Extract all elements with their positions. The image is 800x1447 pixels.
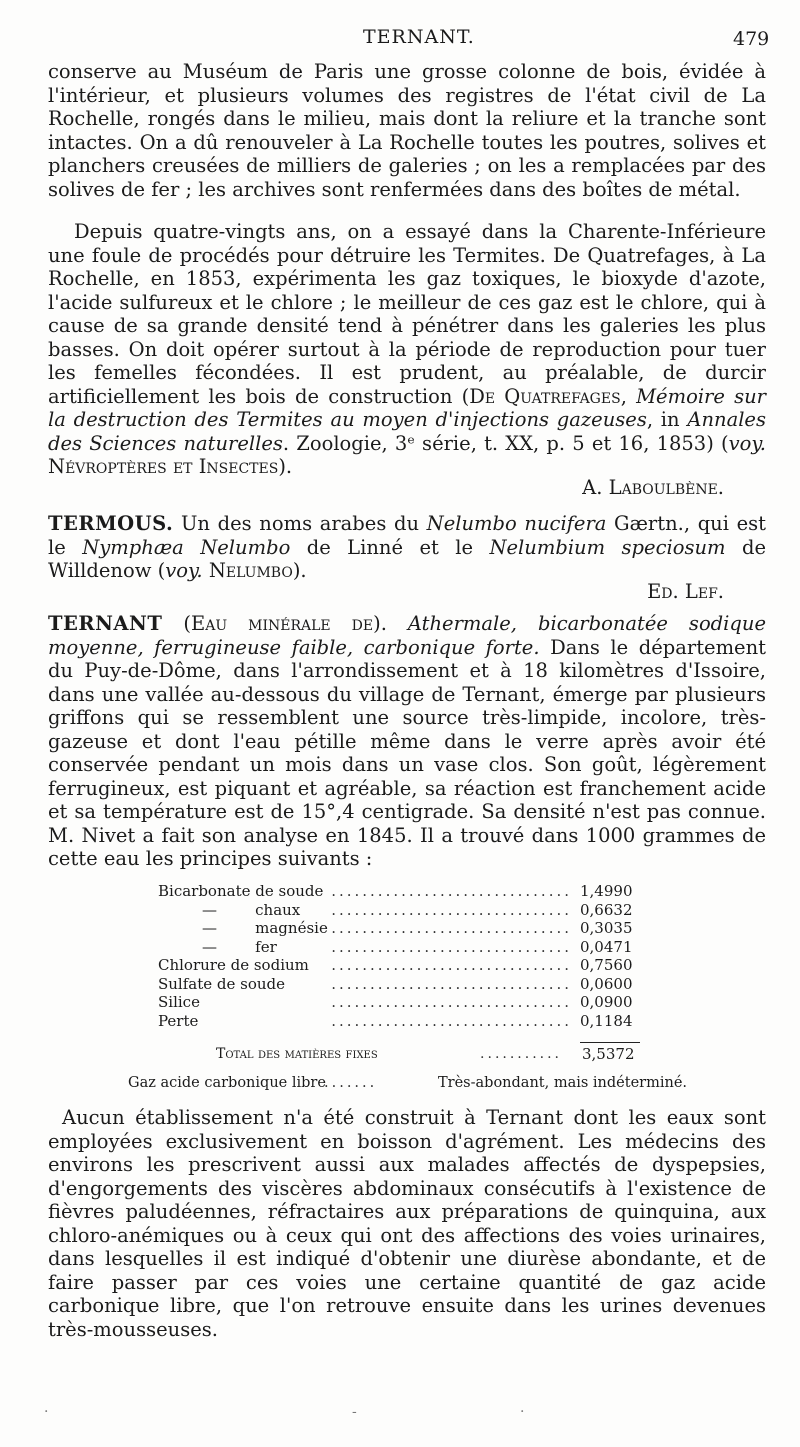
row-label: Sulfate de soude bbox=[158, 974, 286, 993]
reference-details: . Zoologie, 3ᵉ série, t. XX, p. 5 et 16, 1853) ( bbox=[282, 431, 729, 455]
row-value: 0,1184 bbox=[580, 1011, 633, 1030]
row-label: Chlorure de sodium bbox=[158, 956, 309, 974]
row-value: 0,0471 bbox=[580, 937, 633, 956]
gas-label: Gaz acide carbonique libre bbox=[128, 1075, 326, 1091]
row-value: 0,3035 bbox=[580, 919, 633, 937]
total-value: 3,5372 bbox=[582, 1045, 635, 1063]
dot-leader: ............................... bbox=[331, 900, 572, 919]
paragraph-end: ). bbox=[278, 455, 293, 478]
see-also-entry: Nelumbo bbox=[208, 559, 293, 582]
scan-speck: · bbox=[520, 1404, 525, 1420]
row-label: Perte bbox=[158, 1011, 199, 1030]
see-also-voy: voy. bbox=[728, 431, 766, 455]
table-row bbox=[158, 919, 648, 938]
reference-in: , in bbox=[646, 408, 688, 431]
row-label: — magnésie bbox=[202, 919, 328, 937]
row-label: — chaux bbox=[202, 900, 301, 919]
running-title: TERNANT. bbox=[363, 26, 475, 48]
table-row bbox=[158, 938, 648, 957]
row-value: 0,6632 bbox=[580, 900, 633, 919]
paragraph-usage: Aucun établissement n'a été construit à Ternant dont les eaux sont employées exclusivement en boisson d'agrément. Les médecins des environs les prescrivent aussi aux malades affectés de dyspepsies, d'engorgements des viscères abdominaux consécutifs à l'existence de fièvres paludéennes, réfractaires aux préparations de quinquina, aux chloro-anémiques ou à ceux qui ont des affections des voies urinaires, dans lesquelles il est indiqué d'obtenir une diurèse abondante, et de faire passer par ces voies une certaine quantité de gaz acide carbonique libre, que l'on retrouve ensuite dans les urines devenues très-mousseuses. bbox=[48, 1106, 766, 1341]
species-name: Nelumbium speciosum bbox=[489, 535, 726, 559]
entry-text: de Linné et le bbox=[290, 535, 490, 559]
analysis-table bbox=[158, 882, 648, 1030]
table-row bbox=[158, 975, 648, 994]
entry-text: Un des noms arabes du bbox=[173, 512, 427, 535]
see-also-voy: voy. bbox=[165, 559, 203, 582]
reference-author: De Quatrefages bbox=[469, 384, 621, 408]
scan-speck: - bbox=[352, 1404, 357, 1420]
row-label: — fer bbox=[202, 937, 277, 956]
table-row bbox=[158, 956, 648, 975]
reference-title: Mémoire sur la destruction des Termites au moyen d'injections gazeuses bbox=[48, 384, 766, 431]
entry-title-termous: TERMOUS. bbox=[48, 512, 174, 535]
row-value: 0,0600 bbox=[580, 974, 633, 993]
author-signature: Ed. Lef. bbox=[647, 579, 724, 603]
total-row bbox=[216, 1044, 648, 1064]
scan-speck: · bbox=[44, 1404, 49, 1420]
dot-leader: ............................... bbox=[331, 882, 572, 900]
paragraph-museum: conserve au Muséum de Paris une grosse colonne de bois, évidée à l'intérieur, et plusieurs volumes des registres de l'état civil de La Rochelle, rongés dans le milieu, mais dont la reliure et la tranche sont intactes. On a dû renouveler à La Rochelle toutes les poutres, solives et planchers creusées de milliers de galeries ; on les a remplacées par des solives de fer ; les archives sont renfermées dans des boîtes de métal. bbox=[48, 60, 766, 201]
total-label: Total des matières fixes bbox=[216, 1046, 378, 1062]
table-row bbox=[158, 882, 648, 901]
entry-subtitle: (Eau minérale de). bbox=[162, 612, 408, 635]
entry-text: Gærtn., qui est le bbox=[48, 512, 766, 559]
author-signature: A. Laboulbène. bbox=[582, 475, 724, 499]
row-label: Bicarbonate de soude bbox=[158, 882, 324, 900]
paragraph-text: Depuis quatre-vingts ans, on a essayé dans la Charente-Inférieure une foule de procédés pour détruire les Termites. De Quatrefages, à La Rochelle, en 1853, expérimenta les gaz toxiques, le bioxyde d'azote, l'acide sulfureux et le chlore ; le meilleur de ces gaz est le chlore, qui à cause de sa grande densité tend à pénétrer dans les galeries les plus basses. On doit opérer surtout à la période de reproduction pour tuer les femelles fécondées. Il est prudent, au préalable, de durcir artificiellement les bois de construction ( bbox=[48, 220, 766, 408]
dot-leader: ............................... bbox=[331, 937, 572, 956]
table-row bbox=[158, 1012, 648, 1031]
dot-leader: ............................... bbox=[331, 956, 572, 974]
water-classification: Athermale, bicarbonatée sodique moyenne, ferrugineuse faible, carbonique forte. bbox=[48, 612, 766, 659]
row-value: 0,0900 bbox=[580, 993, 633, 1011]
dot-leader: ............................... bbox=[331, 1011, 572, 1030]
reference-journal: Annales des Sciences naturelles bbox=[48, 408, 766, 455]
entry-text: de Willdenow ( bbox=[48, 535, 766, 582]
row-label: Silice bbox=[158, 993, 200, 1011]
row-value: 0,7560 bbox=[580, 956, 633, 974]
dot-leader: ........... bbox=[480, 1046, 562, 1062]
entry-text: Dans le département du Puy-de-Dôme, dans l'arrondissement et à 18 kilomètres d'Issoire, dans une vallée au-dessous du village de Ternant, émerge par plusieurs griffons qui se ressemblent une source très-limpide, incolore, très-gazeuse et dont l'eau pétille même dans le verre après avoir été conservée pendant un mois dans un vase clos. Son goût, légèrement ferrugineux, est piquant et agréable, sa réaction est franchement acide et sa température est de 15°,4 centigrade. Sa densité n'est pas connue. M. Nivet a fait son analyse en 1845. Il a trouvé dans 1000 grammes de cette eau les principes suivants : bbox=[48, 635, 766, 870]
table-row bbox=[158, 993, 648, 1012]
page-header bbox=[0, 26, 800, 52]
dot-leader: ....... bbox=[324, 1075, 378, 1091]
row-value: 1,4990 bbox=[580, 882, 633, 900]
page-number: 479 bbox=[733, 28, 770, 50]
dot-leader: ............................... bbox=[331, 919, 572, 937]
dot-leader: ............................... bbox=[331, 993, 572, 1011]
entry-end: ). bbox=[292, 559, 307, 582]
entry-termous bbox=[48, 512, 766, 603]
total-rule bbox=[580, 1042, 640, 1043]
gas-value: Très-abondant, mais indéterminé. bbox=[438, 1075, 688, 1091]
table-row bbox=[158, 901, 648, 920]
gas-row bbox=[128, 1073, 688, 1093]
entry-ternant bbox=[48, 612, 766, 871]
dot-leader: ............................... bbox=[331, 974, 572, 993]
entry-title-ternant: TERNANT bbox=[48, 612, 163, 635]
see-also-entry: Névroptères et Insectes bbox=[48, 455, 279, 478]
species-name: Nelumbo nucifera bbox=[426, 512, 607, 535]
paragraph-destruction-methods: Depuis quatre-vingts ans, on a essayé dans la Charente-Inférieure une foule de procédés pour détruire les Termites. De Quatrefages, à La Rochelle, en 1853, expérimenta les gaz toxiques, le bioxyde d'azote, l'acide sulfureux et le chlore ; le meilleur de ces gaz est le chlore, qui à cause de sa grande densité tend à pénétrer dans les galeries les plus basses. On doit opérer surtout à la période de reproduction pour tuer les femelles fécondées. Il est prudent, au préalable, de durcir artificiellement les bois de construction (De Quatrefages, Mémoire sur la destruction des Termites au moyen d'injections gazeuses, in Annales des Sciences naturelles. Zoologie, 3ᵉ série, t. XX, p. 5 et 16, 1853) (voy. Névroptères et Insectes). A. Laboulbène. bbox=[48, 220, 766, 499]
species-name: Nymphæa Nelumbo bbox=[82, 535, 291, 559]
